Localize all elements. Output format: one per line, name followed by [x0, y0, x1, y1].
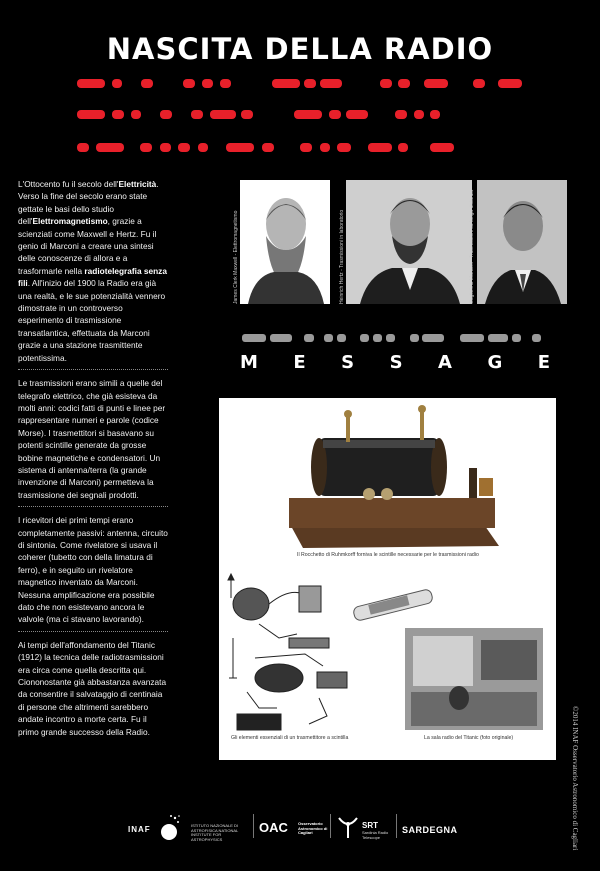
portrait-caption-maxwell: James Clerk Maxwell - Elettromagnetismo: [233, 210, 239, 304]
message-letter: G: [487, 352, 503, 373]
message-letter: E: [537, 352, 550, 373]
morse-code-graphic: [0, 141, 600, 155]
morse-row-1: [0, 77, 600, 91]
logo-separator: [253, 814, 254, 838]
portrait-marconi: [477, 180, 567, 304]
sardegna-logo-text: SARDEGNA: [402, 825, 458, 835]
radio-telescope-icon: [336, 814, 360, 840]
dotted-divider: [18, 631, 168, 632]
portrait-caption-marconi: Guglielmo Marconi - Trasmissioni su lunga distanza: [469, 189, 475, 304]
intro-text-column: [18, 178, 168, 738]
morse-code-graphic: [0, 108, 600, 122]
paragraph-transmissions: Le trasmissioni erano simili a quelle del telegrafo elettrico, che già esisteva da molti anni: codici fatti di punti e linee per rappresentare numeri e parole (codice Morse). I trasmettitori si basavano su potenti scintille generate da grosse bobine magnetiche e condensatori. Un sistema di antenna/terra (la grande invenzione di Marconi) permetteva la trasmissione dei segnali prodotti.: [18, 378, 166, 500]
message-letter: M: [240, 352, 258, 373]
caption-titanic-radio-room: La sala radio del Titanic (foto originale): [424, 735, 514, 741]
inaf-subtitle: ISTITUTO NAZIONALE DI ASTROFISICA NATIONAL INSTITUTE FOR ASTROPHYSICS: [191, 823, 239, 842]
dotted-divider: [18, 506, 168, 507]
portrait-caption-hertz: Heinrich Hertz - Trasmissioni in laboratorio: [339, 209, 345, 304]
man-photo-icon: [346, 180, 472, 304]
copyright-vertical: ©2014 INAF Osservatorio Astronomico di Cagliari: [571, 706, 579, 851]
morse-row-2: [0, 108, 600, 122]
inaf-logo-icon: [159, 812, 181, 842]
message-word: [240, 352, 550, 373]
srt-logo-text: SRT: [362, 821, 378, 830]
logo-separator: [330, 814, 331, 838]
illustrations-panel: [219, 398, 556, 760]
ruhmkorff-coil-illustration: [219, 398, 556, 760]
bearded-man-engraving-icon: [240, 180, 330, 304]
caption-spark-transmitter: Gli elementi essenziali di un trasmettitore a scintilla: [231, 735, 349, 741]
message-morse-code: [242, 331, 542, 343]
paragraph-electricity: L'Ottocento fu il secolo dell'Elettricità. Verso la fine del secolo erano state gettate le basi dello studio dell'Elettromagnetismo, grazie a scienziati come Maxwell e Hertz. Fu il genio di Marconi a creare una sintesi delle conoscenze di allora e a trasformarle nella radiotelegrafia senza fili. All'inizio del 1900 la Radio era già una realtà, e le sue potenzialità vennero dimostrate in un controverso esperimento di trasmissione transatlantica, effettuata da Marconi grazie a una stazione trasmittente potentissima.: [18, 179, 167, 363]
inaf-logo-text: INAF: [128, 825, 151, 834]
logo-separator: [396, 814, 397, 838]
poster-title: NASCITA DELLA RADIO: [106, 32, 494, 66]
message-letter: A: [438, 352, 452, 373]
caption-ruhmkorff-coil: Il Rocchetto di Ruhmkorff forniva le scintille necessarie per le trasmissioni radio: [297, 552, 479, 558]
message-letter: E: [293, 352, 306, 373]
morse-code-graphic: [0, 77, 600, 91]
message-letter: S: [341, 352, 355, 373]
man-photo-icon: [477, 180, 567, 304]
message-letter: S: [389, 352, 403, 373]
morse-code-graphic: [242, 332, 542, 344]
portrait-hertz: [346, 180, 472, 304]
paragraph-receivers: I ricevitori dei primi tempi erano completamente passivi: antenna, circuito di sintonia. Come rivelatore si usava il coherer (tubetto con della limatura di ferro), e in seguito un rivelatore magnetico inventato da Marconi. Nessuna amplificazione era possibile dato che non esistevano ancora le valvole (ma ci stavano lavorando).: [18, 515, 168, 625]
oac-logo-text: OAC: [259, 820, 288, 835]
paragraph-titanic: Ai tempi dell'affondamento del Titanic (1912) la tecnica delle radiotrasmissioni era circa come quella descritta qui. Ciononostante già abbastanza avanzata da consentire il salvataggio di centinaia di persone che altrimenti sarebbero andate incontro a morte certa. Fu il primo grande successo della Radio.: [18, 639, 167, 737]
srt-subtitle: Sardinia Radio Telescope: [362, 830, 389, 840]
oac-subtitle: Osservatorio Astronomico di Cagliari: [298, 821, 328, 836]
morse-row-3: [0, 141, 600, 155]
portrait-maxwell: [240, 180, 330, 304]
dotted-divider: [18, 369, 168, 370]
